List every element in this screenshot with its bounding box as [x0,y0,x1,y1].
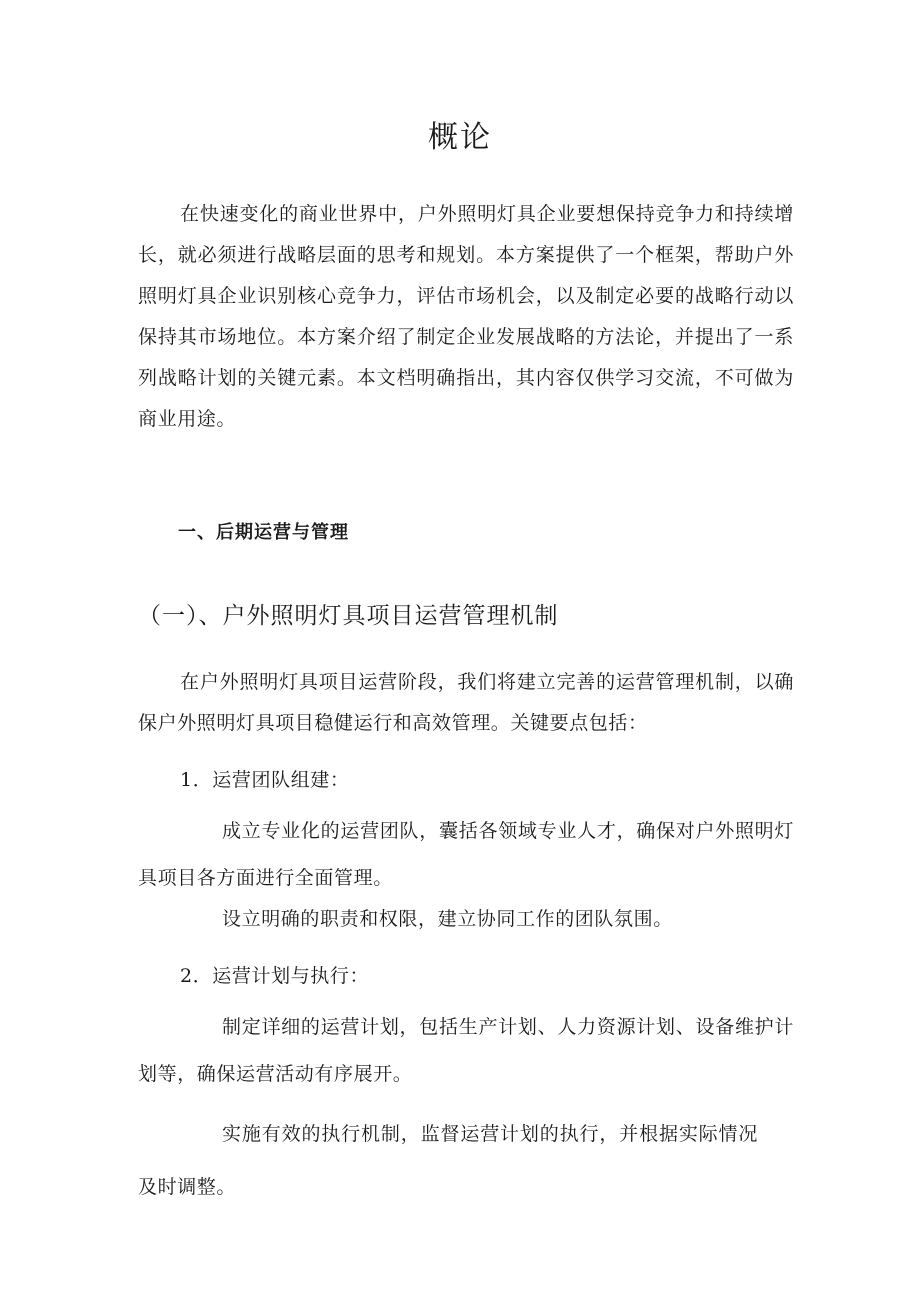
item-heading-plan: 2．运营计划与执行： [180,965,370,987]
subsection-intro-paragraph: 在户外照明灯具项目运营阶段，我们将建立完善的运营管理机制，以确保户外照明灯具项目稳健运行和高效管理。关键要点包括： [138,671,794,734]
item-point: 成立专业化的运营团队，囊括各领域专业人才，确保对户外照明灯具项目各方面进行全面管理。 [138,820,794,889]
document-title: 概论 [428,120,492,155]
item-point: 设立明确的职责和权限，建立协同工作的团队氛围。 [222,908,673,930]
item-heading-team: 1．运营团队组建： [180,769,350,791]
intro-paragraph: 在快速变化的商业世界中，户外照明灯具企业要想保持竞争力和持续增长，就必须进行战略层面的思考和规划。本方案提供了一个框架，帮助户外照明灯具企业识别核心竞争力，评估市场机会，以及制定必要的战略行动以保持其市场地位。本方案介绍了制定企业发展战略的方法论，并提出了一系列战略计划的关键元素。本文档明确指出，其内容仅供学习交流，不可做为商业用途。 [138,203,794,430]
section-heading: 一、后期运营与管理 [178,522,349,543]
item-point: 实施有效的执行机制，监督运营计划的执行，并根据实际情况及时调整。 [138,1123,758,1198]
item-point: 制定详细的运营计划，包括生产计划、人力资源计划、设备维护计划等，确保运营活动有序展开。 [138,1016,794,1085]
subsection-heading: （一）、户外照明灯具项目运营管理机制 [138,603,559,629]
